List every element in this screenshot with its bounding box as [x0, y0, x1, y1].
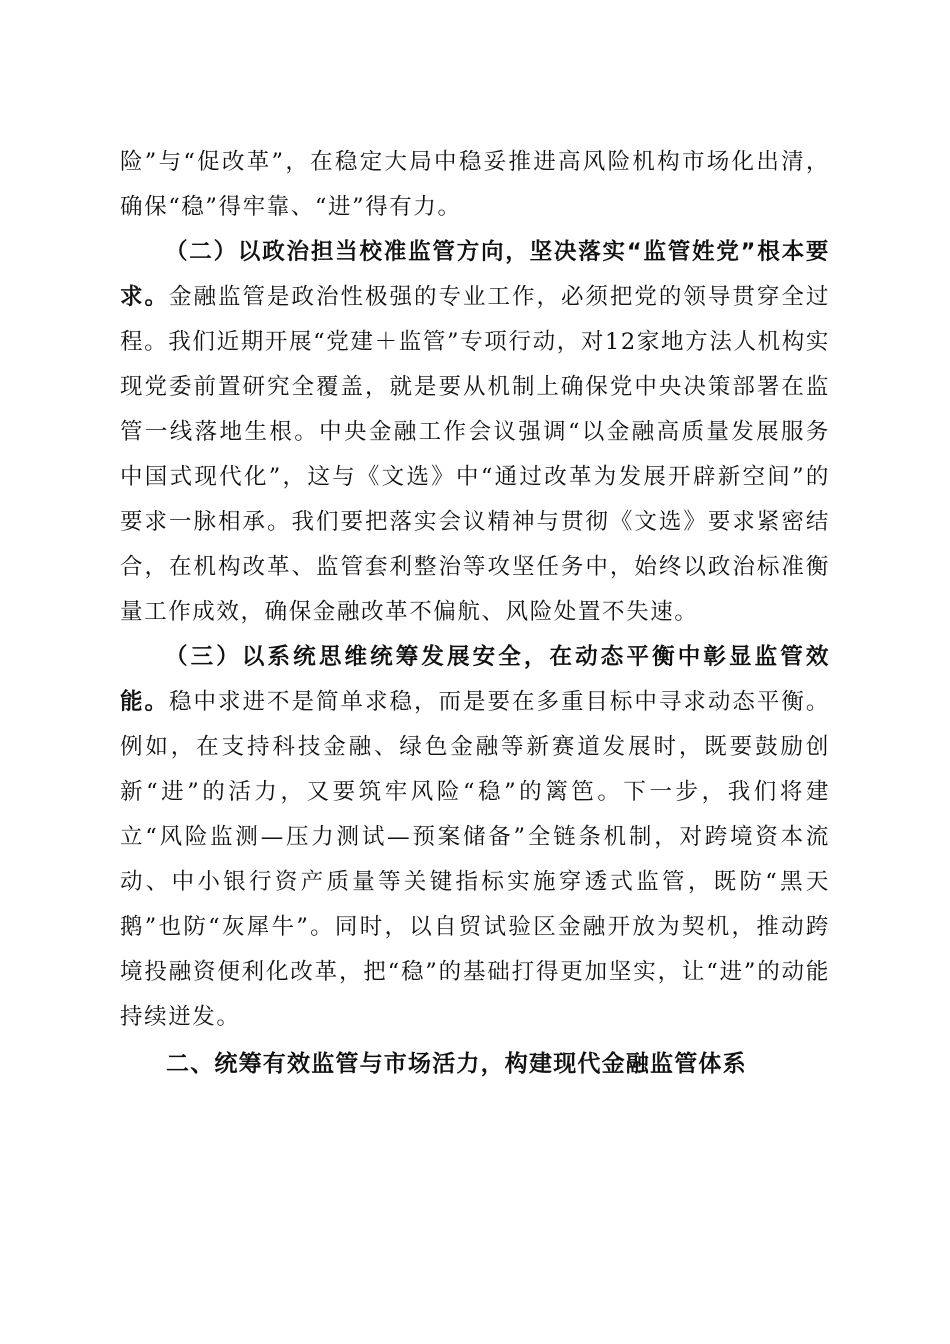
paragraph-continuation: 险”与“促改革”，在稳定大局中稳妥推进高风险机构市场化出清，确保“稳”得牢靠、“进”得有力。 [120, 149, 830, 220]
chapter-heading-2: 二、统筹有效监管与市场活力，构建现代金融监管体系 [166, 1051, 747, 1077]
paragraph-section-2 [120, 230, 830, 635]
section-3-body: 稳中求进不是简单求稳，而是要在多重目标中寻求动态平衡。例如，在支持科技金融、绿色金融等新赛道发展时，既要鼓励创新“进”的活力，又要筑牢风险“稳”的篱笆。下一步，我们将建立“风险监测—压力测试—预案储备”全链条机制，对跨境资本流动、中小银行资产质量等关键指标实施穿透式监管，既防“黑天鹅”也防“灰犀牛”。同时，以自贸试验区金融开放为契机，推动跨境投融资便利化改革，把“稳”的基础打得更加坚实，让“进”的动能持续迸发。 [120, 689, 831, 1030]
section-2-body: 金融监管是政治性极强的专业工作，必须把党的领导贯穿全过程。我们近期开展“党建＋监管”专项行动，对12家地方法人机构实现党委前置研究全覆盖，就是要从机制上确保党中央决策部署在监管一线落地生根。中央金融工作会议强调“以金融高质量发展服务中国式现代化”，这与《文选》中“通过改革为发展开辟新空间”的要求一脉相承。我们要把落实会议精神与贯彻《文选》要求紧密结合，在机构改革、监管套利整治等攻坚任务中，始终以政治标准衡量工作成效，确保金融改革不偏航、风险处置不失速。 [120, 284, 831, 625]
section-2-title: （二）以政治担当校准监管方向，坚决落实“监管姓党”根本要求。 [120, 239, 830, 310]
paragraph-section-3 [120, 635, 830, 1040]
document-body [120, 140, 830, 1087]
section-3-title: （三）以系统思维统筹发展安全，在动态平衡中彰显监管效能。 [120, 644, 830, 715]
